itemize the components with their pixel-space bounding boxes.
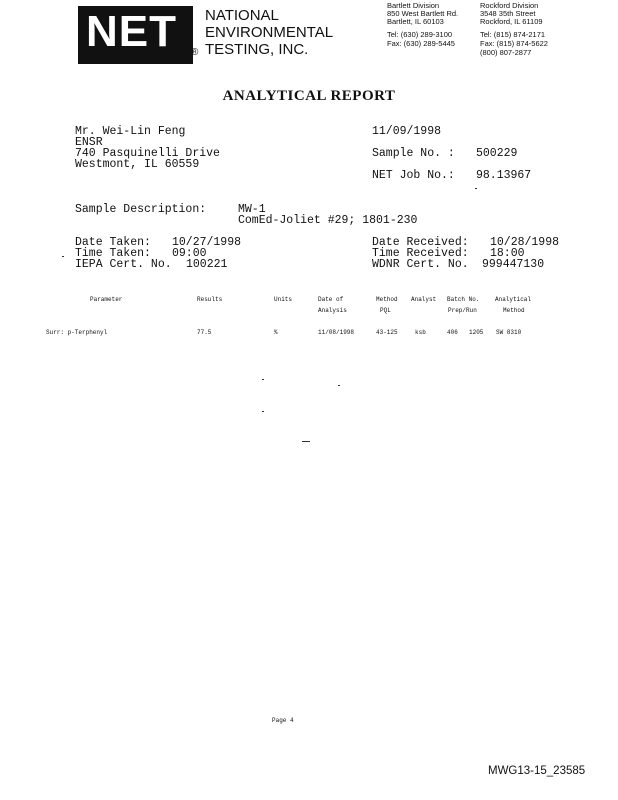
time-taken-label: Time Taken:	[75, 247, 151, 260]
address-line: Rockford, IL 61109	[480, 17, 543, 26]
document-id: MWG13-15_23585	[488, 765, 586, 777]
time-received-label: Time Received:	[372, 247, 469, 260]
cell-batch-run: 1205	[469, 329, 484, 336]
date-taken-value: 10/27/1998	[172, 236, 242, 249]
col-header-method: Method	[376, 296, 398, 303]
cell-units: %	[274, 329, 278, 336]
col-subheader-pql: PQL	[380, 307, 391, 314]
cell-batch-prep: 406	[447, 329, 458, 336]
cell-analytical-method: SW 8310	[496, 329, 522, 336]
col-header-results: Results	[197, 296, 223, 303]
col-subheader-method: Method	[503, 307, 525, 314]
scan-speck	[262, 411, 264, 412]
cell-analyst: ksb	[415, 329, 426, 336]
address-line: (800) 807-2877	[480, 48, 532, 57]
wdnr-cert-label: WDNR Cert. No.	[372, 258, 469, 271]
sample-description-1: MW-1	[238, 203, 266, 216]
wdnr-cert-value: 999447130	[482, 258, 545, 271]
col-subheader-analysis: Analysis	[318, 307, 347, 314]
cell-result: 77.5	[197, 329, 212, 336]
cell-parameter: Surr: p-Terphenyl	[46, 329, 108, 336]
job-no-label: NET Job No.:	[372, 169, 455, 182]
cell-method-pql: 43-125	[376, 329, 398, 336]
address-line: Fax: (815) 874-5622	[480, 39, 548, 48]
scan-speck	[475, 188, 477, 189]
scan-speck	[338, 385, 340, 386]
scan-speck	[262, 379, 264, 380]
report-date: 11/09/1998	[372, 125, 442, 138]
cell-date-of-analysis: 11/08/1998	[318, 329, 355, 336]
address-line: Tel: (815) 874-2171	[480, 30, 546, 39]
sample-description-label: Sample Description:	[75, 203, 207, 216]
scan-speck	[62, 256, 64, 257]
time-received-value: 18:00	[490, 247, 525, 260]
address-line: Fax: (630) 289-5445	[387, 39, 455, 48]
company-name-line2: ENVIRONMENTAL	[205, 24, 334, 41]
col-header-analyst: Analyst	[411, 296, 437, 303]
date-received-value: 10/28/1998	[490, 236, 560, 249]
iepa-cert-value: 100221	[186, 258, 228, 271]
registered-mark: ®	[191, 47, 199, 58]
sample-description-2: ComEd-Joliet #29; 1801-230	[238, 214, 418, 227]
client-city: Westmont, IL 60559	[75, 158, 200, 171]
col-header-date-of: Date of	[318, 296, 344, 303]
col-header-analytical: Analytical	[495, 296, 532, 303]
client-name: Mr. Wei-Lin Feng	[75, 125, 186, 138]
col-header-parameter: Parameter	[90, 296, 123, 303]
report-title: ANALYTICAL REPORT	[222, 88, 396, 104]
col-header-batch-no: Batch No.	[447, 296, 480, 303]
col-header-units: Units	[274, 296, 293, 303]
date-taken-label: Date Taken:	[75, 236, 151, 249]
time-taken-value: 09:00	[172, 247, 207, 260]
client-company: ENSR	[75, 136, 103, 149]
date-received-label: Date Received:	[372, 236, 469, 249]
net-logo-text: NET	[86, 7, 177, 56]
address-line: 850 West Bartlett Rd.	[387, 9, 459, 18]
col-subheader-prep-run: Prep/Run	[448, 307, 477, 314]
company-name-line3: TESTING, INC.	[205, 41, 309, 58]
address-line: Tel: (630) 289-3100	[387, 30, 453, 39]
sample-no-value: 500229	[476, 147, 518, 160]
address-line: 3548 35th Street	[480, 9, 536, 18]
client-street: 740 Pasquinelli Drive	[75, 147, 220, 160]
iepa-cert-label: IEPA Cert. No.	[75, 258, 172, 271]
address-line: Rockford Division	[480, 1, 539, 10]
address-line: Bartlett Division	[387, 1, 440, 10]
job-no-value: 98.13967	[476, 169, 532, 182]
company-name-line1: NATIONAL	[205, 7, 279, 24]
address-line: Bartlett, IL 60103	[387, 17, 444, 26]
sample-no-label: Sample No. :	[372, 147, 455, 160]
page-number: Page 4	[272, 717, 294, 724]
scan-speck	[302, 441, 310, 442]
